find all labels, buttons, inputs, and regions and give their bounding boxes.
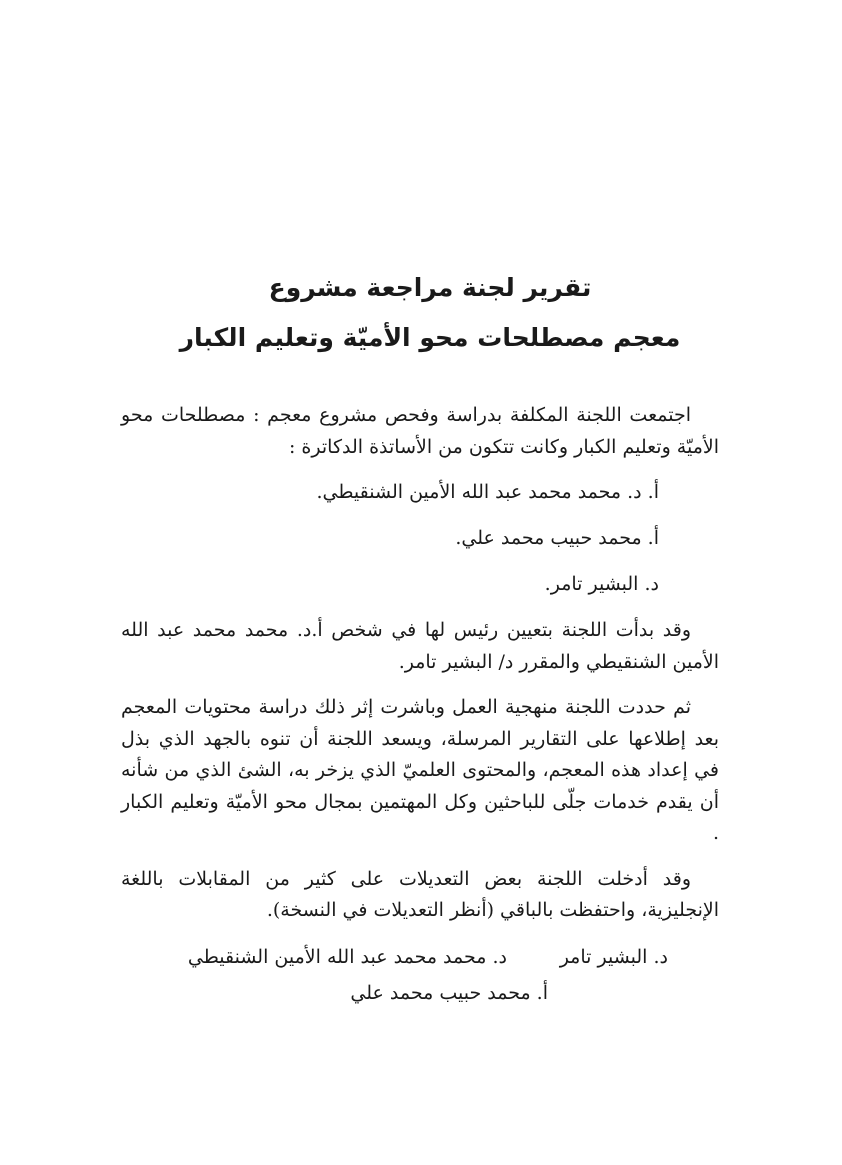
signature-habib: أ. محمد حبيب محمد علي xyxy=(350,981,548,1004)
committee-member: أ. د. محمد محمد عبد الله الأمين الشنقيطي. xyxy=(316,481,659,503)
committee-member: أ. محمد حبيب محمد علي. xyxy=(455,527,659,549)
signature-bashir-tamer: د. البشير تامر xyxy=(559,945,668,968)
report-body xyxy=(121,400,719,1004)
methodology-paragraph: ثم حددت اللجنة منهجية العمل وباشرت إثر ذلك دراسة محتويات المعجم بعد إطلاعها على التقارير المرسلة، ويسعد اللجنة أن تنوه بالجهد الذي بذل في إعداد هذه المعجم، والمحتوى العلميّ الذي يزخر به، الشئ الذي من شأنه أن يقدم خدمات جلّى للباحثين وكل المهتمين بمجال محو الأميّة وتعليم الكبار . xyxy=(121,696,719,844)
committee-member: د. البشير تامر. xyxy=(544,573,659,595)
title-line-2: معجم مصطلحات محو الأميّة وتعليم الكبار xyxy=(179,323,681,352)
intro-paragraph: اجتمعت اللجنة المكلفة بدراسة وفحص مشروع معجم : مصطلحات محو الأميّة وتعليم الكبار وكانت تتكون من الأساتذة الدكاترة : xyxy=(121,404,719,458)
chair-paragraph: وقد بدأت اللجنة بتعيين رئيس لها في شخص أ.د. محمد محمد عبد الله الأمين الشنقيطي والمقرر د/ البشير تامر. xyxy=(121,619,719,673)
amendments-paragraph: وقد أدخلت اللجنة بعض التعديلات على كثير من المقابلات باللغة الإنجليزية، واحتفظت بالباقي (أنظر التعديلات في النسخة). xyxy=(121,867,719,921)
signature-shinqiti: د. محمد محمد عبد الله الأمين الشنقيطي xyxy=(187,945,507,968)
report-title xyxy=(150,263,710,363)
title-line-1: تقرير لجنة مراجعة مشروع xyxy=(268,273,592,302)
signatures xyxy=(121,941,719,1004)
